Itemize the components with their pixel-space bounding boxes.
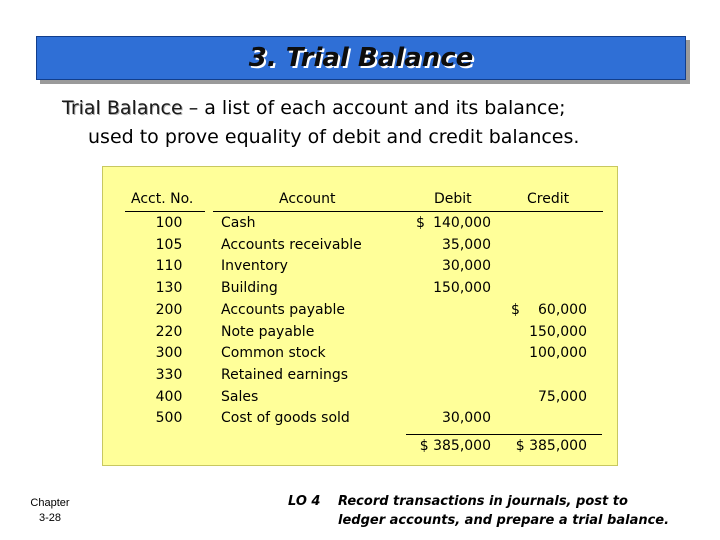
header-account: Account: [279, 191, 336, 207]
row-acct-no: 110: [155, 258, 183, 275]
row-acct-no: 500: [155, 410, 183, 427]
row-acct-no: 400: [155, 388, 183, 405]
row-account-name: Common stock: [221, 345, 326, 362]
row-account-name: Building: [221, 280, 278, 297]
row-account-name: Retained earnings: [221, 366, 349, 383]
row-account-name: Accounts receivable: [221, 236, 362, 253]
total-credit: $ 385,000: [515, 438, 587, 454]
row-credit: 60,000: [538, 301, 587, 318]
row-acct-no: 220: [155, 323, 183, 340]
header-credit: Credit: [527, 191, 570, 207]
row-credit-dollar: $: [511, 301, 520, 318]
totals-rule: [406, 434, 602, 435]
definition: [62, 94, 702, 152]
chapter-label-line-2: 3-28: [38, 512, 62, 524]
learning-objective-line-2: ledger accounts, and prepare a trial balance.: [338, 513, 670, 528]
row-credit: 75,000: [538, 388, 587, 405]
title-bar: [36, 36, 686, 80]
row-debit: 30,000: [442, 410, 491, 427]
row-acct-no: 200: [155, 301, 183, 318]
row-acct-no: 130: [155, 280, 183, 297]
learning-objective-line-1: [288, 492, 708, 511]
definition-line-2: used to prove equality of debit and credit balances.: [88, 126, 580, 148]
learning-objective-tag: LO 4: [288, 494, 321, 509]
row-debit: 30,000: [442, 258, 491, 275]
row-debit: 35,000: [442, 236, 491, 253]
row-debit: 140,000: [433, 215, 491, 231]
row-account-name: Cash: [221, 215, 256, 231]
learning-objective: [288, 492, 708, 530]
row-acct-no: 330: [155, 366, 183, 383]
row-debit-dollar: $: [416, 215, 425, 231]
chapter-label-line-1: Chapter: [30, 497, 70, 509]
learning-objective-text-1: Record transactions in journals, post to: [338, 494, 628, 509]
row-account-name: Sales: [221, 388, 259, 405]
definition-term: Trial Balance: [62, 97, 183, 119]
definition-line-1-rest: – a list of each account and its balance;: [182, 97, 566, 119]
header-debit: Debit: [434, 191, 472, 207]
row-credit: 100,000: [529, 345, 587, 362]
header-underline-acct: [125, 211, 205, 212]
row-acct-no: 105: [155, 236, 183, 253]
chapter-label: [20, 496, 80, 526]
row-account-name: Accounts payable: [221, 301, 345, 318]
row-account-name: Inventory: [221, 258, 288, 275]
row-acct-no: 300: [155, 345, 183, 362]
row-acct-no: 100: [155, 215, 183, 231]
slide-title: 3. Trial Balance: [248, 43, 474, 73]
row-credit: 150,000: [529, 323, 587, 340]
trial-balance-table: [103, 167, 617, 465]
definition-line-1: [62, 94, 702, 123]
header-acct-no: Acct. No.: [131, 191, 194, 207]
row-account-name: Note payable: [221, 323, 315, 340]
row-debit: 150,000: [433, 280, 491, 297]
header-underline-main: [213, 211, 603, 212]
total-debit: $ 385,000: [419, 438, 491, 454]
row-account-name: Cost of goods sold: [221, 410, 350, 427]
trial-balance-panel: [102, 166, 618, 466]
